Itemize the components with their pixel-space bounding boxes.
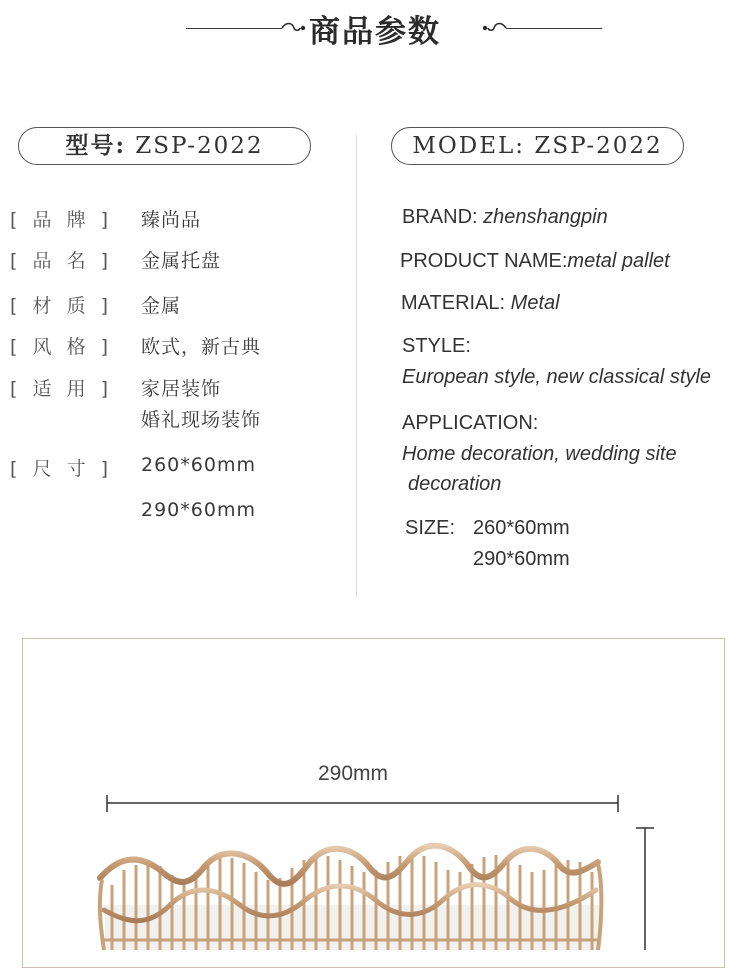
en-size-value-1: 260*60mm (473, 517, 570, 539)
model-cn-value: ZSP-2022 (135, 133, 264, 159)
en-application-value-1: Home decoration, wedding site (402, 443, 677, 465)
spec-label: [ 尺 寸 ] (10, 458, 110, 480)
model-en-value: ZSP-2022 (534, 133, 663, 159)
spec-value: 金属 (141, 295, 182, 317)
spec-label: [ 风 格 ] (10, 336, 110, 358)
spec-value: 290*60mm (141, 499, 256, 521)
en-size-label: SIZE: (405, 517, 456, 539)
en-product-name-value: metal pallet (567, 250, 670, 272)
en-brand-label: BRAND: (402, 206, 478, 228)
en-style-label: STYLE: (402, 335, 471, 357)
en-product-name-label: PRODUCT NAME: (400, 250, 568, 272)
page-title: 商品参数 (309, 14, 441, 50)
en-material-value: Metal (510, 292, 560, 314)
spec-value: 婚礼现场装饰 (141, 409, 262, 431)
en-brand-value: zhenshangpin (483, 206, 608, 228)
spec-label: [ 品 名 ] (10, 250, 110, 272)
spec-value: 260*60mm (141, 454, 256, 476)
dimension-label: 290mm (318, 762, 389, 785)
en-material-label: MATERIAL: (401, 292, 506, 314)
spec-label: [ 品 牌 ] (10, 209, 110, 231)
en-application-value-2: decoration (408, 473, 502, 495)
model-en-label: MODEL: (412, 133, 526, 159)
spec-value: 家居装饰 (141, 378, 222, 400)
en-application-label: APPLICATION: (402, 412, 539, 434)
en-size-value-2: 290*60mm (473, 548, 570, 570)
spec-value: 臻尚品 (141, 209, 202, 231)
spec-label: [ 适 用 ] (10, 378, 110, 400)
spec-value: 欧式，新古典 (141, 336, 262, 358)
model-cn-label: 型号: (65, 132, 126, 159)
spec-value: 金属托盘 (141, 250, 222, 272)
spec-label: [ 材 质 ] (10, 295, 110, 317)
en-style-value: European style, new classical style (402, 366, 712, 388)
